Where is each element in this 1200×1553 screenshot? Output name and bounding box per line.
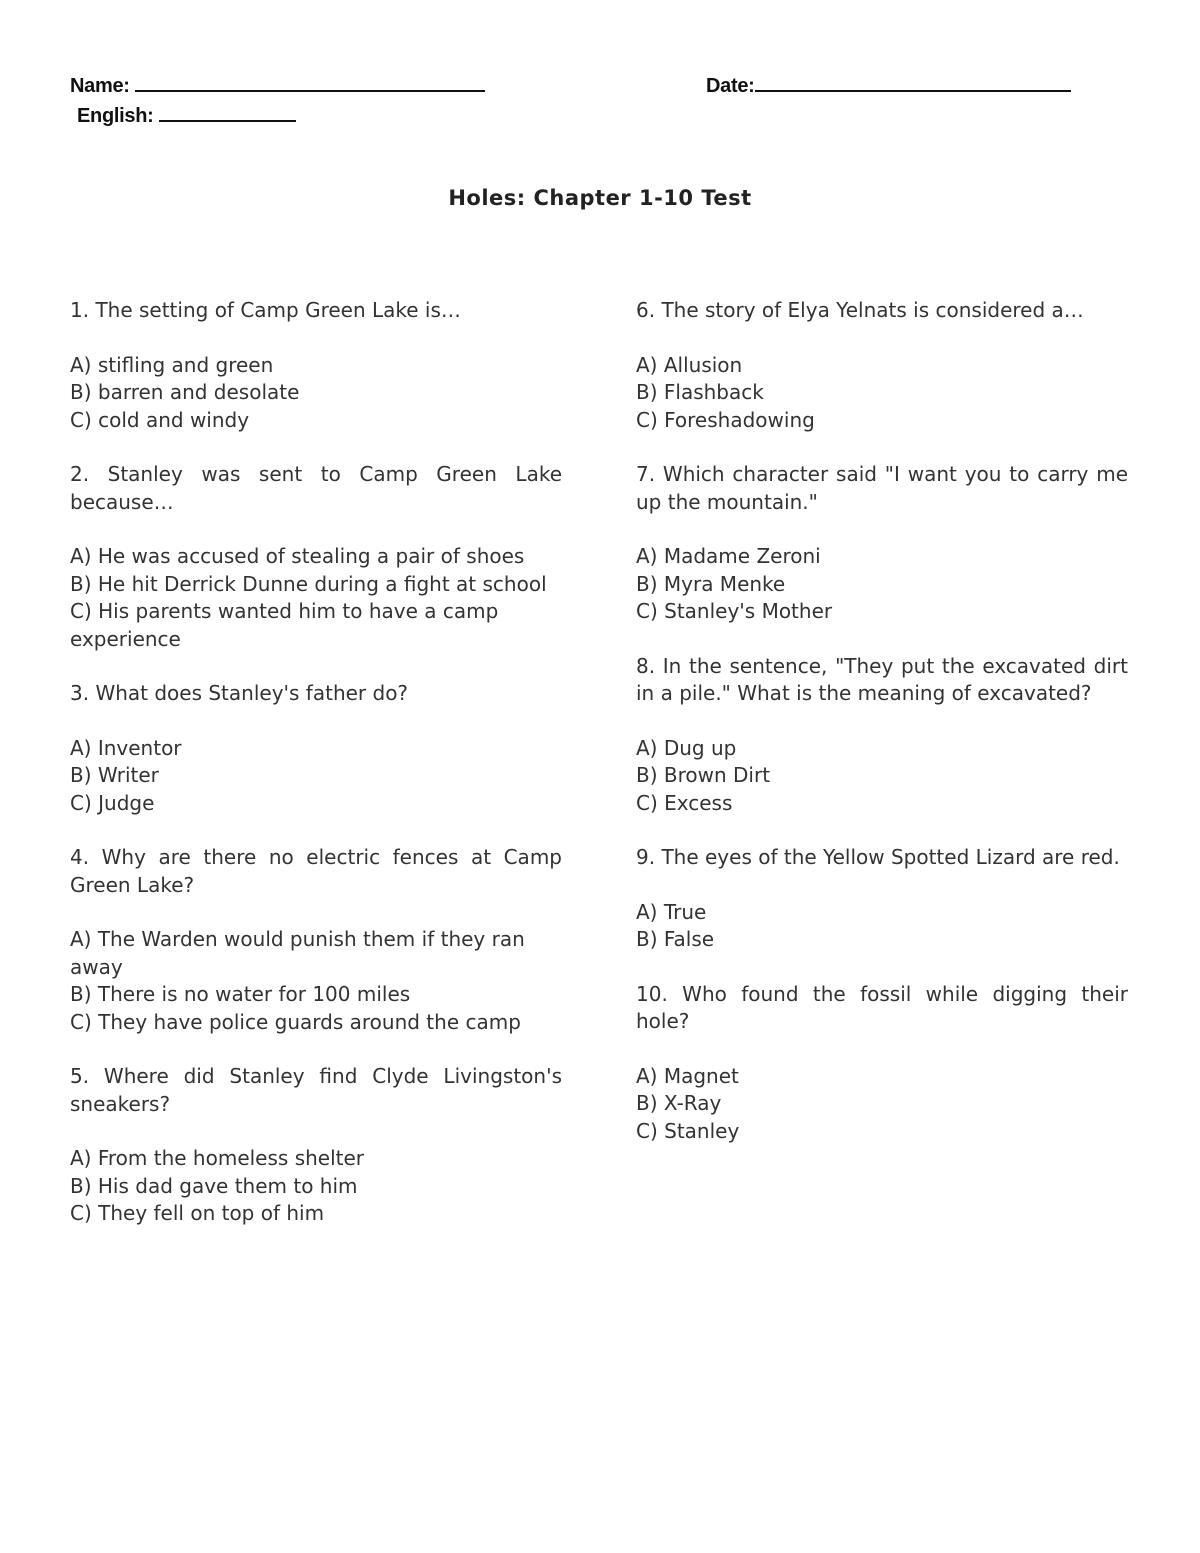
answer-option[interactable]: C) Stanley's Mother <box>636 599 833 623</box>
answer-options <box>636 735 1128 818</box>
answer-option[interactable]: A) Allusion <box>636 352 743 377</box>
name-field[interactable] <box>70 74 485 98</box>
answer-option[interactable]: C) His parents wanted him to have a camp experience <box>70 599 499 651</box>
right-column <box>636 297 1128 1172</box>
question-block <box>636 297 1128 434</box>
english-blank[interactable] <box>159 104 296 122</box>
question-block <box>70 461 562 653</box>
answer-option[interactable]: B) Flashback <box>636 380 764 404</box>
question-text: 6. The story of Elya Yelnats is considered a… <box>636 298 1084 322</box>
question-text: 7. Which character said "I want you to carry me up the mountain." <box>636 462 1128 514</box>
answer-options <box>70 926 562 1036</box>
answer-option[interactable]: C) They fell on top of him <box>70 1201 325 1225</box>
answer-option[interactable]: B) Myra Menke <box>636 571 786 596</box>
answer-options <box>70 735 562 818</box>
answer-option[interactable]: B) His dad gave them to him <box>70 1173 358 1198</box>
answer-option[interactable]: A) The Warden would punish them if they ran away <box>70 927 525 979</box>
question-block <box>70 1063 562 1228</box>
question-block <box>70 680 562 817</box>
answer-options <box>636 543 1128 626</box>
answer-option[interactable]: C) Excess <box>636 790 733 815</box>
answer-option[interactable]: A) Dug up <box>636 735 737 760</box>
answer-option[interactable]: C) Stanley <box>636 1118 740 1143</box>
answer-option[interactable]: B) Brown Dirt <box>636 763 771 787</box>
date-label: Date: <box>706 75 755 97</box>
question-text: 4. Why are there no electric fences at Camp Green Lake? <box>70 845 562 897</box>
answer-options <box>70 543 562 653</box>
question-text: 9. The eyes of the Yellow Spotted Lizard are red. <box>636 845 1120 869</box>
left-column <box>70 297 562 1255</box>
answer-option[interactable]: C) Foreshadowing <box>636 407 815 432</box>
question-text: 8. In the sentence, "They put the excavated dirt in a pile." What is the meaning of excavated? <box>636 653 1128 705</box>
answer-option[interactable]: A) Inventor <box>70 735 182 760</box>
answer-options <box>70 1145 562 1228</box>
answer-options <box>636 899 1128 954</box>
answer-option[interactable]: A) True <box>636 899 707 924</box>
answer-option[interactable]: B) He hit Derrick Dunne during a fight at school <box>70 571 547 596</box>
english-label: English: <box>77 105 154 127</box>
question-text: 5. Where did Stanley find Clyde Livingston's sneakers? <box>70 1064 562 1116</box>
question-text: 10. Who found the fossil while digging their hole? <box>636 981 1128 1033</box>
date-field[interactable] <box>706 74 1071 98</box>
answer-option[interactable]: C) Judge <box>70 790 155 815</box>
answer-option[interactable]: A) stifling and green <box>70 352 274 377</box>
answer-option[interactable]: A) Madame Zeroni <box>636 544 821 568</box>
question-block <box>636 844 1128 954</box>
answer-option[interactable]: B) Writer <box>70 763 159 787</box>
question-text: 1. The setting of Camp Green Lake is… <box>70 298 461 322</box>
name-label: Name: <box>70 75 130 97</box>
answer-option[interactable]: A) From the homeless shelter <box>70 1146 365 1170</box>
date-blank[interactable] <box>755 74 1071 92</box>
answer-option[interactable]: A) Magnet <box>636 1063 739 1088</box>
question-block <box>636 461 1128 626</box>
question-block <box>636 653 1128 818</box>
question-text: 3. What does Stanley's father do? <box>70 681 409 705</box>
english-field[interactable] <box>77 104 296 128</box>
answer-options <box>636 352 1128 435</box>
answer-option[interactable]: B) barren and desolate <box>70 380 300 404</box>
name-blank[interactable] <box>135 74 485 92</box>
answer-option[interactable]: A) He was accused of stealing a pair of shoes <box>70 544 525 568</box>
answer-option[interactable]: B) X-Ray <box>636 1091 722 1115</box>
answer-option[interactable]: C) They have police guards around the camp <box>70 1009 521 1034</box>
answer-options <box>636 1063 1128 1146</box>
page-title: Holes: Chapter 1-10 Test <box>448 186 752 210</box>
question-block <box>70 844 562 1036</box>
answer-option[interactable]: B) There is no water for 100 miles <box>70 982 411 1006</box>
question-text: 2. Stanley was sent to Camp Green Lake because… <box>70 462 562 514</box>
answer-option[interactable]: C) cold and windy <box>70 407 250 432</box>
answer-options <box>70 352 562 435</box>
answer-option[interactable]: B) False <box>636 927 715 951</box>
question-block <box>636 981 1128 1146</box>
question-block <box>70 297 562 434</box>
